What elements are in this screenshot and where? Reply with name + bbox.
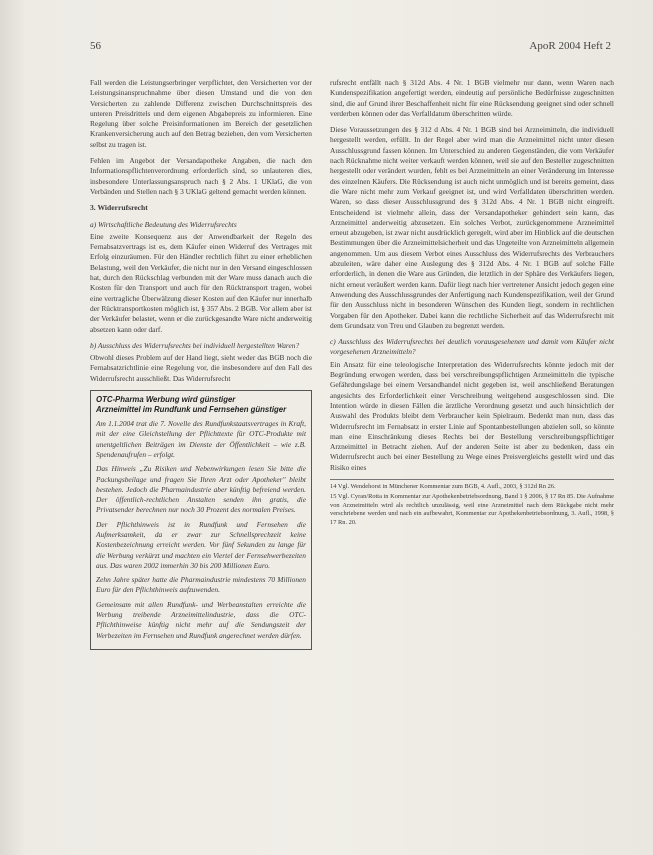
page-header xyxy=(90,40,611,52)
paragraph: Fehlen im Angebot der Versandapotheke Angaben, die nach den Informationspflichtenverordnung erforderlich sind, so unlauteren dies, insbesondere Unterlassungsanspruch nach § 2 Abs. 1 UKlaG, die von Verbänden und Stellen nach § 3 UKlaG geltend gemacht werden können. xyxy=(90,156,312,196)
footnote: 14 Vgl. Wendehorst in Münchener Kommentar zum BGB, 4. Aufl., 2003, § 312d Rn 26. xyxy=(330,482,556,490)
paragraph: Obwohl dieses Problem auf der Hand liegt, sieht weder das BGB noch die Fernabsatzrichtlinie eine Regelung vor, die insbesondere auf den Fall des Widerrufsrecht ausschließt. Das Widerrufsrecht xyxy=(90,353,312,383)
footnote: 15 Vgl. Cyran/Rotta in Kommentar zur Apothekenbetriebsordnung, Band 1 § 2006, § 17 Rn 85. Die Aufnahme von Arzneimitteln wird als rechtlich unzulässig, weil eine Arzneimittel nach dem Rückgabe nicht mehr verschriebene werden und nach ein aufbewahrt, Kommentar zur Apothekenbetriebsordnung, 3. Aufl., 1998, § 17 Rn. 20. xyxy=(330,493,614,526)
box-paragraph: Der Pflichthinweis ist in Rundfunk und Fernsehen die Aufmerksamkeit, da er zwar zur Schnellsprechzeit keine Kostenbezeichnung erreicht werden. Vor fünf Sekunden zu lange für die Werbung verkürzt und machten ein Viertel der Fernsehwerbezeiten aus. Das waren 2002 immerhin 30 bis 200 Millionen Euro. xyxy=(96,519,306,570)
footnotes xyxy=(330,479,614,527)
section-heading: 3. Widerrufsrecht xyxy=(90,203,148,213)
box-paragraph: Das Hinweis „Zu Risiken und Nebenwirkungen lesen Sie bitte die Packungsbeilage und fragen Sie Ihren Arzt oder Apotheker" bleibt bestehen. Jedoch die Pharmaindustrie aber künftig befreiend werden. Der öffentlich-rechtlichen Anstalten senden ihn gratis, die Privatsender berechnen nur noch 30 Prozent des normalen Preises. xyxy=(96,464,306,515)
paragraph: rufsrecht entfällt nach § 312d Abs. 4 Nr. 1 BGB vielmehr nur dann, wenn Waren nach Kundenspezifikation angefertigt werden, eindeutig auf persönliche Bedürfnisse zugeschnitten sind, die auf Grund ihrer Beschaffenheit nicht für eine Rücksendung geeignet sind oder schnell verderben können oder das Verfalldatum überschritten würde. xyxy=(330,78,614,118)
box-paragraph: Zehn Jahre später hatte die Pharmaindustrie mindestens 70 Millionen Euro für den Pflichthinweis aufzuwenden. xyxy=(96,575,306,595)
subsection-heading: b) Ausschluss des Widerrufsrechts bei individuell hergestellten Waren? xyxy=(90,340,300,350)
paragraph: Fall werden die Leistungserbringer verpflichtet, den Versicherten vor der Leistungsinanspruchnahme über diesen Umstand und die von den Versicherten zu zahlende Differenz zwischen Durchschnittspreis des unteren Preisdrittels und dem eigenen Abgabepreis zu informieren. Eine Regelung über solche Preisinformationen im Bereich der gesetzlichen Krankenversicherung auch auf den Betrag beziehen, den vom Versicherten selbst zu tragen ist. xyxy=(90,78,312,149)
paragraph: Diese Voraussetzungen des § 312 d Abs. 4 Nr. 1 BGB sind bei Arzneimitteln, die individuell hergestellt werden, erfüllt. In der Regel aber wird man die Arzneimittel nicht unter diesen Ausschlussgrund fassen können. Im Unterschied zu anderen Gegenständen, die vom Verkäufer nach Rücknahme nicht weiter verkauft werden können, weil sie auf den Besteller zugeschnitten hergestellt oder verändert wurden, fehlt es bei Arzneimitteln an einer Veränderung im Interesse des einzelnen Käufers. Die Rücksendung ist auch nicht unmöglich und ist bereits gemeint, dass die Ware nicht mehr zum Verkauf geeignet ist, und wird Verfalldaten überschritten werden. Waren, so dass dieser Ausschlussgrund des § 312d Abs. 4 Nr. 1 BGB nicht eingreift. Entscheidend ist vielmehr allein, dass der Versandapotheker gehindert sein kann, das Arzneimittel anderweitig abzusetzen. Ein solches Verbot, zurückgenommene Arzneimittel erneut abzugeben, ist zwar nicht ausdrücklich geregelt, wird aber im Hinblick auf die deutschen Bestimmungen über die Arzneimittelsicherheit und das Ungeteilte von Arzneimitteln allgemein angenommen. Um aus diesem Verbot eines Ausschluss des Widerrufsrechts des Verbrauchers abzuleiten, wäre daher eine Auslegung des § 312d Abs. 4 Nr. 1 BGB auf solche Fälle erforderlich, in denen die Ware aus Gründen, die letztlich in der Sphäre des Verkäufers liegen, nicht erneut veräußert werden kann. Dafür liegt nach hier vertretener Ansicht jedoch gegen eine Anwendung des Ausschlussgrundes der Anfertigung nach Kundenspezifikation, weil der Grund für den Ausschluss nicht in besonderen Wünschen des Kunden liegt, sondern in rechtlichen Vorgaben für den Apotheker. Dabei kann die rechtliche Sicherheit auf das Widerrufsrecht mit dem Grundsatz von Treu und Glauben zu begrenzt werden. xyxy=(330,125,614,330)
box-title: Arzneimittel im Rundfunk und Fernsehen günstiger xyxy=(96,405,287,415)
paragraph: Eine zweite Konsequenz aus der Anwendbarkeit der Regeln des Fernabsatzvertrags ist es, dem Käufer einen Widerruf des Vertrages mit Erfolg einzuräumen. Für den Händler rechtlich führt zu einer erheblichen Belastung, weil den Verkäufer, die nicht nur in den Versand eingeschlossen hat, durch den Rückschlag verbunden mit der Ware muss danach auch die Kosten für den Transport und auch für den Rücktransport tragen, wobei eine vertragliche Überwälzung dieser Kosten auf den Käufer nur innerhalb der Rücktransportkosten möglich ist, § 357 Abs. 2 BGB. Vor allem aber ist der Verkäufer belastet, wenn er die zurückgesandte Ware nicht anderweitig absetzen kann oder darf. xyxy=(90,231,312,334)
left-column xyxy=(90,78,312,650)
page-number: 56 xyxy=(90,40,101,52)
journal-issue: ApoR 2004 Heft 2 xyxy=(529,40,611,52)
paragraph: Ein Ansatz für eine teleologische Interpretation des Widerrufsrechts könnte jedoch mit der Begründung erwogen werden, dass bei verschreibungspflichtigen Arzneimitteln die typische Gefährdungslage bei einem Versandhandel nicht gegeben ist, weil anschließend Beratungen angesichts des Erforderlichkeit einer Verschreibung weitgehend ausgeschlossen sind. Die Intention würde in diesen Fällen die ärztliche Verordnung gesetzt und auch hinsichtlich der Auswahl des Produkts bleibt dem Verbraucher kein Spielraum. Bedenkt man nun, dass das Widerrufsrecht im Fernabsatz in erster Linie auf Spontanbestellungen abzielen soll, so könnte man eine Einschränkung dieses Rechts bei der Bestellung verschreibungspflichtiger Arzneimittel in Betracht ziehen. Auf der anderen Seite ist aber zu bedenken, dass ein Widerrufsrecht auch bei einer Bestellung zu Wege eines Preisvergleichs gestellt wird und das Risiko eines xyxy=(330,359,614,472)
box-paragraph: Gemeinsam mit allen Rundfunk- und Werbeanstalten erreichte die Werbung treibende Arzneimittelindustrie, dass die OTC-Pflichthinweise künftig nicht mehr auf die Sendungszeit der Werbezeiten im Fernsehen und Rundfunk angerechnet werden dürfen. xyxy=(96,599,306,640)
subsection-heading: c) Ausschluss des Widerrufsrechts bei deutlich vorausgesehenen und damit vom Käufer nicht vorgesehenen Arzneimitteln? xyxy=(330,337,614,357)
news-box xyxy=(90,390,312,650)
box-kicker: OTC-Pharma Werbung wird günstiger xyxy=(96,395,236,405)
right-column xyxy=(330,78,614,529)
subsection-heading: a) Wirtschaftliche Bedeutung des Widerrufsrechts xyxy=(90,219,237,229)
box-paragraph: Am 1.1.2004 trat die 7. Novelle des Rundfunkstaatsvertrages in Kraft, mit der eine Gleichstellung der Pflichttexte für OTC-Produkte mit unentgeltlichen Beiträgen im Dienste der Öffentlichkeit – wie z.B. Spendenaufrufen – erfolgt. xyxy=(96,419,306,459)
